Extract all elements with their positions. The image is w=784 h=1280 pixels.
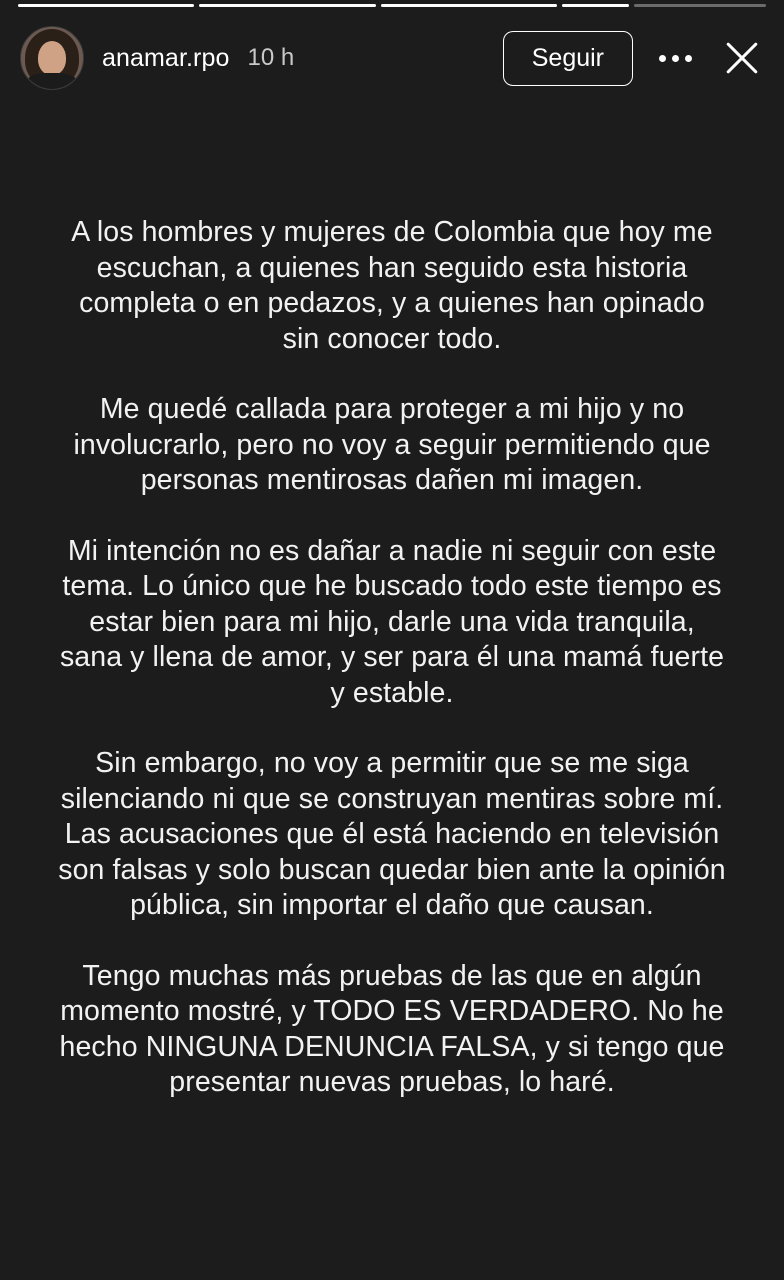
story-progress-bar	[0, 0, 784, 10]
progress-segment-4[interactable]	[562, 4, 629, 7]
story-paragraph-2: Me quedé callada para proteger a mi hijo y no involucrarlo, pero no voy a seguir permitiendo que personas mentirosas dañen mi imagen.	[73, 393, 711, 496]
progress-segment-5[interactable]	[634, 4, 766, 7]
timestamp-label: 10 h	[247, 44, 295, 71]
more-options-icon[interactable]	[659, 55, 692, 62]
progress-segment-3[interactable]	[381, 4, 557, 7]
username-label[interactable]: anamar.rpo	[102, 43, 230, 72]
more-dot-3	[685, 55, 692, 62]
more-dot-1	[659, 55, 666, 62]
avatar-shoulder	[27, 73, 77, 90]
story-text-block	[58, 215, 726, 1101]
story-paragraph-4: Sin embargo, no voy a permitir que se me siga silenciando ni que se construyan mentiras sobre mí. Las acusaciones que él está haciendo en televisión son falsas y solo buscan quedar bien ante la opinión pública, sin importar el daño que causan.	[58, 747, 726, 921]
story-paragraph-5: Tengo muchas más pruebas de las que en algún momento mostré, y TODO ES VERDADERO. No he hecho NINGUNA DENUNCIA FALSA, y si tengo que presentar nuevas pruebas, lo haré.	[59, 959, 725, 1098]
close-icon[interactable]	[722, 38, 762, 78]
story-paragraph-1: A los hombres y mujeres de Colombia que hoy me escuchan, a quienes han seguido esta historia completa o en pedazos, y a quienes han opinado sin conocer todo.	[71, 216, 713, 355]
progress-segment-1[interactable]	[18, 4, 194, 7]
avatar[interactable]	[20, 26, 84, 90]
progress-segment-2[interactable]	[199, 4, 375, 7]
follow-button[interactable]: Seguir	[503, 31, 633, 86]
story-header	[0, 18, 784, 98]
story-paragraph-3: Mi intención no es dañar a nadie ni seguir con este tema. Lo único que he buscado todo este tiempo es estar bien para mi hijo, darle una vida tranquila, sana y llena de amor, y ser para él una mamá fuerte y estable.	[59, 534, 725, 709]
avatar-face	[38, 41, 66, 75]
more-dot-2	[672, 55, 679, 62]
